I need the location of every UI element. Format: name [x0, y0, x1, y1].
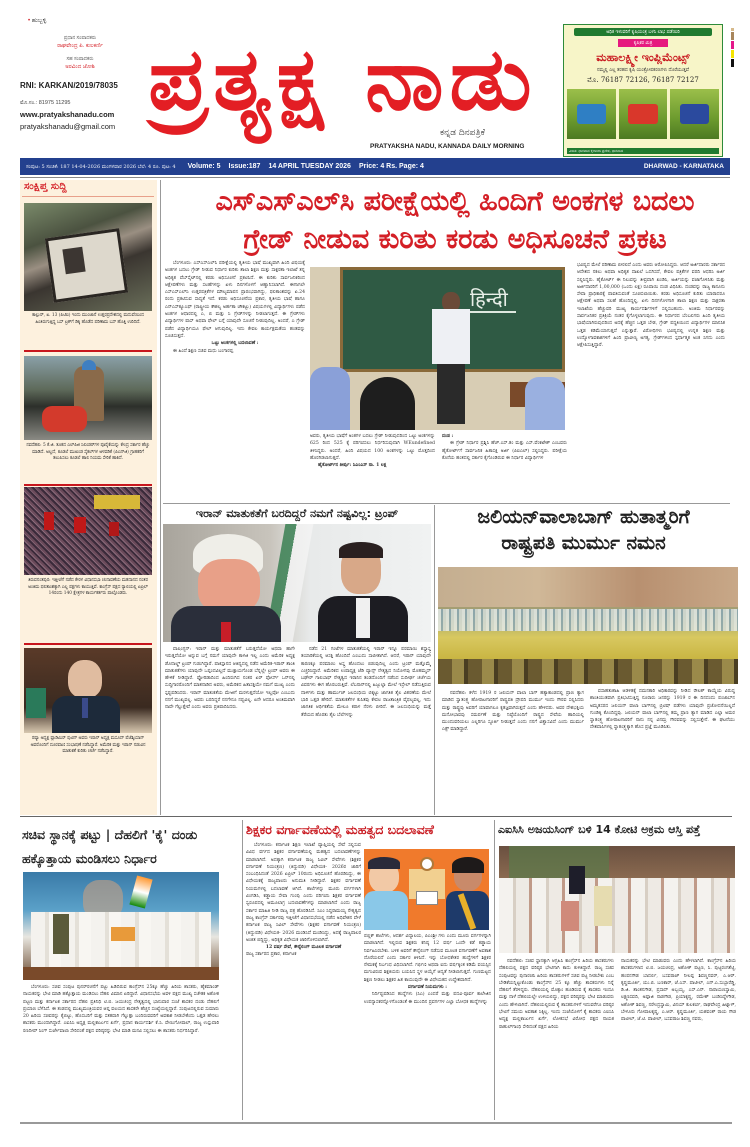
- jallianwala-headline[interactable]: [437, 504, 730, 556]
- lead-subhead: ಹೈಕೋರ್ಟ್‌ನ ತೀರ್ಪು: ಸಿಎಂಎಸ್ ನಾ. 1 ಲಕ್ಷ: [318, 463, 387, 469]
- ad-description: ನಮ್ಮಲ್ಲಿ ಎಲ್ಲ ತರಹದ ಕೃಷಿ ಯಂತ್ರೋಪಕರಣಗಳು ದೊರೆಯುತ್ತವೆ: [597, 68, 689, 73]
- iran-headline[interactable]: ಇರಾನ್ ಮಾತುಕತೆಗೆ ಬರದಿದ್ದರೆ ನಮಗೆ ನಷ್ಟವಿಲ್ಲ: ಟ್ರಂಪ್: [195, 507, 399, 520]
- date-label: 14 APRIL TUESDAY 2026: [268, 163, 351, 170]
- lead-column-4: [577, 262, 725, 500]
- column-divider: [494, 820, 495, 1120]
- divider: [22, 196, 154, 197]
- jallianwala-body: ನವದೆಹಲಿ: ಕಳೆದ 1919 ರ ಜಲಿಯನ್ ವಾಲಾ ಬಾಗ್ ಹತ್ಯಾಕಾಂಡದಲ್ಲಿ ಪ್ರಾಣ ತ್ಯಾಗ ಮಾಡಿದ ಸ್ವಾತಂತ್ರ್ಯ ಹೋರಾಟಗಾರರಿಗೆ ರಾಷ್ಟ್ರಪತಿ ದ್ರೌಪದಿ ಮುರ್ಮು ಇಂದು ಗೌರವ ಸಲ್ಲಿಸಿದರು ಮತ್ತು ರಾಷ್ಟ್ರವು ಅವರಿಗೆ ಯಾವಾಗಲೂ ಕೃತಜ್ಞವಾಗಿರುತ್ತದೆ ಎಂದು ಹೇಳಿದರು. ಅವರ ದೇಶಭಕ್ತಿಯ ಮನೋಭಾವವು ಸಮರ್ಪಣೆ ಮತ್ತು ನಿಷ್ಠೆಯೊಂದಿಗೆ ರಾಷ್ಟ್ರದ ಸೇವೆಯ ಹಾದಿಯಲ್ಲಿ ಮುಂದುವರಿಯಲು ಎಲ್ಲರಿಗೂ ಸ್ಫೂರ್ತಿ ನೀಡುತ್ತದೆ ಎಂದು ನನಗೆ ವಿಶ್ವಾಸವಿದೆ ಎಂದು ಮುರ್ಮು ಎಕ್ಸ್ ಮಾಡಿದ್ದಾರೆ.: [442, 691, 584, 733]
- cmyk-registration-marks: [731, 28, 734, 68]
- logo-subtitle: ಕನ್ನಡ ದಿನಪತ್ರಿಕೆ: [440, 128, 486, 138]
- chalkboard-text: हिन्दी: [470, 287, 508, 311]
- iran-column-2: [301, 646, 431, 814]
- phone-number: ಮೊ.ಸಂ.: 81975 11295: [20, 100, 71, 106]
- website-link[interactable]: www.pratyakshanadu.com: [20, 110, 115, 119]
- teacher-headline[interactable]: ಶಿಕ್ಷಕರ ವರ್ಗಾವಣೆಯಲ್ಲಿ ಮಹತ್ವದ ಬದಲಾವಣೆ: [246, 822, 434, 837]
- jallianwala-headline-line2: ರಾಷ್ಟ್ರಪತಿ ಮುರ್ಮು ನಮನ: [501, 532, 666, 554]
- lead-headline-line1: ಎಸ್‌ಎಸ್‌ಎಲ್‌ಸಿ ಪರೀಕ್ಷೆಯಲ್ಲಿ ಹಿಂದಿಗೆ ಅಂಕಗಳ ಬದಲು: [215, 186, 695, 217]
- lead-subhead: ಒಟ್ಟು ಅಂಕಗಳಲ್ಲಿ ಬದಲಾವಣೆ :: [211, 341, 259, 347]
- masthead-info: [20, 18, 140, 131]
- ad-phone: ಮೊ. 76187 72126, 76187 72127: [587, 76, 699, 84]
- teacher-body: ರಾಜ್ಯ ಸರ್ಕಾರದ ಪ್ರಕಾರ, ಕರ್ನಾಟಕ: [246, 952, 297, 958]
- coeditor-name: ಅರವಿಂದ ಜೋಶಿ: [65, 64, 95, 70]
- photo-congress-leaders[interactable]: [23, 872, 219, 980]
- teacher-subhead: ವರ್ಗಾವಣೆ ನಿಯಮಗಳು :: [408, 985, 447, 991]
- lead-column-3: [442, 433, 567, 503]
- masthead: [0, 0, 750, 155]
- ad-image-plough: [567, 89, 616, 139]
- ajay-column-2: [621, 958, 736, 1118]
- ad-product-images: [567, 89, 719, 139]
- location-label: DHARWAD - KARNATAKA: [643, 163, 724, 170]
- iran-body: ನಡೆದ 21 ಗಂಟೆಗಳ ಮಾತುಕತೆಯಲ್ಲಿ ಇರಾನ್ ಇನ್ನೂ ಪರಮಾಣು ಶಸ್ತ್ರಾಸ್ತ್ರ ತಯಾರಿಕೆಯಲ್ಲಿ ಆಸಕ್ತಿ ಹೊಂದಿದೆ ಎಂಬುದು ಸಾಬೀತಾಗಿದೆ. ಆದರೆ, ಇರಾನ್ ಯಾವುದೇ ಕಾರಣಕ್ಕೂ ಪರಮಾಣು ಅಸ್ತ್ರ ಹೊಂದಲು ಬಿಡುವುದಿಲ್ಲ ಎಂದು ಟ್ರಂಪ್ ಮತ್ತೊಮ್ಮೆ ಎಚ್ಚರಿಸಿದ್ದಾರೆ. ಅಮೆರಿಕದ ಉಪಾಧ್ಯಕ್ಷ ಜೆಡಿ ವ್ಯಾನ್ಸ್ ನೇತೃತ್ವದ ನಿಯೋಗವು ಮೊಹಮ್ಮದ್ ಬಘೇರ್ ಗಾಲಿಬಾಫ್ ನೇತೃತ್ವದ ಇರಾನಿನ ತಂಡದೊಂದಿಗೆ ನಡೆಸಿದ ಸುದೀರ್ಘ ಚರ್ಚೆಯ ವಿವರಗಳು ಈಗ ಹೊರಬರುತ್ತಿವೆ. ಲೆಬನಾನ್‌ನಲ್ಲಿ ಹಿಜ್ಬುಲ್ಲಾ ಮೇಲೆ ಇಸ್ರೇಲ್ ನಡೆಸುತ್ತಿರುವ ದಾಳಿಗಳು ಮತ್ತು ಹಾರ್ಮುಜ್ ಜಲಸಂಧಿಯ ಬಿಕ್ಕಟ್ಟು ಜಾಗತಿಕ ತೈಲ ವಿತರಣೆಯ ಮೇಲೆ ಭಾರಿ ಒತ್ತಡ ಹೇರಿದೆ. ಮಾತುಕತೆಗಳ ಕುಸಿತವು ಕೇವಲ ರಾಜತಾಂತ್ರಿಕ ವೈಫಲ್ಯವಲ್ಲ, ಇದು ಜಾಗತಿಕ ಆರ್ಥಿಕತೆಯ ಮೇಲೂ ಕರಾಳ ನೆರಳು ಬೀರಿದೆ. ಈ ಜಲಸಂಧಿಯನ್ನು ಮತ್ತೆ ತೆರೆಯದ ಹೊರತು ತೈಲ ಬೆಲೆಗಳನ್ನು: [301, 647, 431, 718]
- rni-number: RNI: KARKAN/2019/78035: [20, 81, 118, 90]
- column-divider: [434, 505, 435, 815]
- ad-business-name: ಮಹಾಲಕ್ಷ್ಮೀ ಇಂಪ್ಲಿಮೆಂಟ್ಸ್: [596, 51, 690, 64]
- brief-caption: ರಷ್ಯಾ ಅಧ್ಯಕ್ಷ ವ್ಲಾಡಿಮಿರ್ ಪುಟಿನ್ ಅವರು ಇರಾನ್ ಅಧ್ಯಕ್ಷ ಮಸೂದ್ ಪೆಜೆಶ್ಕಿಯಾನ್ ಅವರೊಂದಿಗೆ ದೂರವಾಣಿ ಸಂಭಾಷಣೆ ನಡೆಸಿದ್ದಾರೆ. ಅಮೆರಿಕ ಮತ್ತು ಇರಾನ್ ನಡುವಿನ ಮಾತುಕತೆ ಕುರಿತು ಚರ್ಚೆ ನಡೆಸಿದ್ದಾರೆ.: [30, 736, 146, 754]
- coeditor-role: ಸಹ ಸಂಪಾದಕರು: [66, 56, 94, 62]
- photo-trump-iran[interactable]: [163, 524, 431, 642]
- ad-footer: ವಿಳಾಸ: ಧಾರವಾಡ ಕೈಗಾರಿಕಾ ಪ್ರದೇಶ, ಧಾರವಾಡ: [567, 148, 719, 154]
- divider: [24, 643, 152, 645]
- lead-body: ಬೆಂಗಳೂರು: ಎಸ್‌ಎಸ್‌ಎಲ್‌ಸಿ ಪರೀಕ್ಷೆಯಲ್ಲಿ ತೃತೀಯ ಭಾಷೆ ಮುಖ್ಯವಾಗಿ ಹಿಂದಿ ವಿಷಯಕ್ಕೆ ಅಂಕಗಳ ಬದಲು ಗ್ರೇಡ್ ನೀಡುವ ನಿರ್ಧಾರ ಕುರಿತು ಶಾಲಾ ಶಿಕ್ಷಣ ಮತ್ತು ಸಾಕ್ಷರತಾ ಇಲಾಖೆ ತನ್ನ ಅಧಿಕೃತ ವೆಬ್‌ಸೈಟ್‌ನಲ್ಲಿ ಕರಡು ಅಧಿಸೂಚನೆ ಪ್ರಕಟಿಸಿದೆ. ಈ ಕುರಿತು ಸಾರ್ವಜನಿಕರಿಂದ ಆಕ್ಷೇಪಣೆಗಳು ಮತ್ತು ಸಲಹೆಗಳನ್ನು ಏಳು ದಿನಗಳೊಳಗೆ ಆಹ್ವಾನಿಸಲಾಗಿದೆ. ಈಗಾಗಲೇ ಎಸ್‌ಎಸ್‌ಎಲ್‌ಸಿ ಉತ್ತರಪತ್ರಿಕೆಗಳ ಮೌಲ್ಯಮಾಪನ ಪ್ರಾರಂಭವಾಗಿದ್ದು, ಫಲಿತಾಂಶವನ್ನು ಏ.24 ರಂದು ಪ್ರಕಟಿಸುವ ಸಾಧ್ಯತೆ ಇದೆ. ಕರಡು ಅಧಿಸೂಚನೆಯ ಪ್ರಕಾರ, ತೃತೀಯ ಭಾಷೆ ಹಾಗೂ ಎನ್‌ಎಸ್‌ಕ್ಯೂಎಫ್ (ರಾಷ್ಟ್ರೀಯ ಕೌಶಲ್ಯ ಅರ್ಹತಾ ಚೌಕಟ್ಟು) ವಿಷಯಗಳಲ್ಲಿ ವಿದ್ಯಾರ್ಥಿಗಳು ಪಡೆದ ಅಂಕಗಳ ಆಧಾರದಲ್ಲಿ ಎ, ಬಿ ಮತ್ತು ಸಿ ಗ್ರೇಡ್‌ಗಳನ್ನು ನೀಡಲಾಗುತ್ತದೆ. ಈ ಗ್ರೇಡ್‌ಗಳು ವಿದ್ಯಾರ್ಥಿಗಳ ಪಾಸ್ ಅಥವಾ ಫೇಲ್ ಬಗ್ಗೆ ಯಾವುದೇ ಸೂಚನೆ ನೀಡುವುದಿಲ್ಲ. ಅಂದರೆ, ಎ ಗ್ರೇಡ್ ಪಡೆದ ವಿದ್ಯಾರ್ಥಿಯೂ ಫೇಲ್ ಆಗುವುದಿಲ್ಲ. ಇದು ಕೇವಲ ಕಾರ್ಯಕ್ಷಮತೆಯ ಹಂತವನ್ನು ಸೂಚಿಸುತ್ತದೆ.: [165, 261, 305, 339]
- lead-headline-line2: ಗ್ರೇಡ್ ನೀಡುವ ಕುರಿತು ಕರಡು ಅಧಿಸೂಚನೆ ಪ್ರಕಟ: [243, 224, 667, 255]
- brief-caption: ಕಾಲ್ಪುರ್, ಏ. 13 (ಪಿಟಿಐ) ಇಂದು ಮುಂಜಾನೆ ಉತ್ತರಪ್ರದೇಶದಲ್ಲಿ ಮದುವೆಯಿಂದ ಹಿಂತಿರುಗುತ್ತಿದ್ದ ಬಸ್ ಟ್ರಕ್‌ಗೆ ಡಿಕ್ಕಿ ಹೊಡೆದ ಪರಿಣಾಮ ಬಸ್ ಹೊತ್ತಿ ಉರಿದಿದೆ.: [32, 313, 144, 325]
- ad-image-rotavator: [619, 89, 668, 139]
- issue-info-kannada: ಸಂಪುಟ: 5 ಸಂಚಿಕೆ: 187 14-04-2026 ಮಂಗಳವಾರ 2026 ಬೆಲೆ: 4 ರೂ. ಪುಟ: 4: [26, 163, 176, 170]
- teacher-column-1: [246, 842, 361, 1117]
- photo-mla-delegation[interactable]: [499, 846, 735, 953]
- photo-burnt-bus[interactable]: [24, 203, 152, 311]
- lead-column-2: [310, 433, 435, 503]
- divider: [24, 350, 152, 352]
- photo-lpg-cylinder[interactable]: [24, 356, 152, 440]
- ad-ribbon: ಕೃಷಿಕರ ಮಿತ್ರ: [618, 39, 668, 47]
- divider: [20, 816, 732, 817]
- photo-rally-crowd[interactable]: [24, 487, 152, 575]
- email-link[interactable]: pratyakshanadu@gmail.com: [20, 122, 116, 131]
- volume-label: Volume: 5: [187, 163, 221, 170]
- briefs-title: ಸಂಕ್ಷಿಪ್ತ ಸುದ್ದಿ: [24, 181, 67, 192]
- ajay-body: ನವದೆಹಲಿ: ಸಚಿವ ಸ್ಥಾನಕ್ಕಾಗಿ ಆಗ್ರಹಿಸಿ ಕಾಂಗ್ರೆಸ್‌ನ ಹಿರಿಯ ಶಾಸಕರುಗಳು ದೆಹಲಿಯಲ್ಲಿ ಪಕ್ಷದ ವರಿಷ್ಠರ ಭೇಟಿಗಾಗಿ ಕಾದು ಕುಳಿತಿದ್ದಾರೆ. ರಾಜ್ಯ ಸಚಿವ ಸಂಪುಟವನ್ನು ಪುನಾರಚಿಸಿ ಹಿರಿಯ ಶಾಸಕರುಗಳಿಗೆ ಸಚಿವ ಪಟ್ಟ ನೀಡಬೇಕು ಎಂಬ ಬೇಡಿಕೆಯನ್ನಿಟ್ಟುಕೊಂಡು ಕಾಂಗ್ರೆಸ್‌ನ 25 ಕ್ಕೂ ಹೆಚ್ಚು ಶಾಸಕರುಗಳು ನಿನ್ನೆ ದೆಹಲಿಗೆ ತೆರಳಿದ್ದರು. ದೆಹಲಿಯಲ್ಲಿ ಮೊಕ್ಕಾಂ ಹೂಡಿರುವ ಕೈ ಶಾಸಕರು ಇಂದೂ ಮತ್ತು ನಾಳೆ ದೆಹಲಿಯಲ್ಲೇ ಉಳಿಯಲಿದ್ದು, ಪಕ್ಷದ ವರಿಷ್ಠರನ್ನು ಭೇಟಿ ಮಾಡುವರು ಎಂದು ಹೇಳಲಾಗಿದೆ. ದೆಹಲಿಯಲ್ಲಿರುವ ಕೈ ಶಾಸಕರುಗಳಿಗೆ ಇದುವರೆಗೂ ವರಿಷ್ಠರ ಭೇಟಿಗೆ ಸಮಯ ಅವಕಾಶ ಸಿಕ್ಕಿಲ್ಲ. ಇಂದು ಸಂಜೆಯೊಳಗೆ ಕೈ ಶಾಸಕರು ಎಐಸಿಸಿ ಅಧ್ಯಕ್ಷ ಮಲ್ಲಿಕಾರ್ಜುನ ಖರ್ಗೆ, ಲೋಕಸಭೆ ವಿರೋಧ ಪಕ್ಷದ ನಾಯಕ ರಾಹುಲ್‌ಗಾಂಧಿ ಸೇರಿದಂತೆ ಪಕ್ಷದ ಹಿರಿಯ: [499, 959, 614, 1030]
- ajay-body: ನಾಯಕರನ್ನು ಭೇಟಿ ಮಾಡುವರು ಎಂದು ಹೇಳಲಾಗಿದೆ. ಕಾಂಗ್ರೆಸ್‌ನ ಹಿರಿಯ ಶಾಸಕರುಗಳಾದ ಟಿ.ಬಿ. ಜಯಚಂದ್ರ, ಅಶೋಕ್ ಪಟ್ಟಣ, ಸಿ. ಪುಟ್ಟರಂಗಶೆಟ್ಟಿ, ಹಂಪನಗೌಡ ಬಾದರ್ಲಿ, ಬಸವರಾಜ್ ನೀಲಪ್ಪ ಶಿವಣ್ಣನವರ್, ಎ.ಆರ್. ಕೃಷ್ಣಮೂರ್ತಿ, ಯು.ಬಿ. ಬಣಕಾರ್, ಜೆ.ಎಸ್. ಪಾಟೀಲ್, ಎನ್.ಎ.ಸುಬ್ಬಾರೆಡ್ಡಿ, ಡಿ.ಜಿ. ಶಾಂತನಗೌಡ, ಪ್ರಸಾದ್ ಅಬ್ಬಯ್ಯ, ಎಸ್.ಎನ್. ನಾರಾಯಣಸ್ವಾಮಿ, ಲಕ್ಷ್ಮಣಸವದಿ, ಅಪ್ಪಾಜಿ ನಾಡಗೌಡ, ಪ್ರಿಯಾಕೃಷ್ಣ, ರಮೇಶ್ ಬಂಡಿಸಿದ್ದೇಗೌಡ, ಅಶೋಕ್ ಶಿವಣ್ಣ, ನರೇಂದ್ರಸ್ವಾಮಿ, ವಿನಯ್ ಕುಲಕರ್ಣಿ, ರಾಘವೇಂದ್ರ ಹಿಟ್ನಾಳ್, ಬೇಳೂರು ಗೋಪಾಲಕೃಷ್ಣ, ಎ.ಆರ್. ಕೃಷ್ಣಮೂರ್ತಿ, ಯಶವಂತ್ ರಾಯ ಗೌಡ ಪಾಟೀಲ್, ಜೆ.ಟಿ. ಪಾಟೀಲ್, ಬಸವರಾಜ ಶಿವಣ್ಣ ನವರು,: [621, 959, 736, 1023]
- lead-body: ಅವರು, ತೃತೀಯ ಭಾಷೆಗೆ ಅಂಕಗಳ ಬದಲು ಗ್ರೇಡ್ ನೀಡುವುದರಿಂದ ಒಟ್ಟು ಅಂಕಗಳನ್ನು 625 ರಿಂದ 525 ಕ್ಕೆ ಪರಿಗಣಿಸಲು ನಿರ್ಧರಿಸುವುದಾಗಿ WEundefined ತಿಳಿಸಿದ್ದರು. ಅಂದರೆ, ಹಿಂದಿ ವಿಷಯದ 100 ಅಂಕಗಳನ್ನು ಒಟ್ಟು ಮೊತ್ತದಿಂದ ಹೊರಗಿಡಲಾಗುತ್ತದೆ.: [310, 434, 435, 461]
- column-divider: [242, 820, 243, 1120]
- iran-body: ವಾಷಿಂಗ್ಟನ್: ಇರಾನ್ ಮತ್ತು ಮಾತುಕತೆಗೆ ಬರುತ್ತದೆಯೋ ಅಥವಾ ಹಾಗೇ ಇರುತ್ತದೆಯೋ ಅನ್ನುವ ಬಗ್ಗೆ ನಮಗೆ ಯಾವುದೇ ಕಾಳಜಿ ಇಲ್ಲ ಎಂದು ಅಮೆರಿಕ ಅಧ್ಯಕ್ಷ ಡೊನಾಲ್ಡ್ ಟ್ರಂಪ್ ಗುಡುಗಿದ್ದಾರೆ. ಪಾಕಿಸ್ತಾನದ ಆತಿಥ್ಯದಲ್ಲಿ ನಡೆದ ಅಮೆರಿಕ-ಇರಾನ್ ಶಾಂತಿ ಮಾತುಕತೆಗಳು ಯಾವುದೇ ಒಪ್ಪಂದವಿಲ್ಲದೆ ಮುಕ್ತಾಯಗೊಂಡ ಬೆನ್ನಲ್ಲೇ ಟ್ರಂಪ್ ಅವರು ಈ ಹೇಳಿಕೆ ನೀಡಿದ್ದಾರೆ. ಫ್ಲೋರಿಡಾದಿಂದ ಹಿಂದಿರುಗಿದ ನಂತರ ಏರ್ ಫೋರ್ಸ್ ಒನ್‌ನಲ್ಲಿ ಸುದ್ದಿಗಾರರೊಂದಿಗೆ ಮಾತನಾಡಿದ ಅವರು, ಅಮೆರಿಕದ ಹಿತಾಸಕ್ತಿಯೇ ನಮಗೆ ಮುಖ್ಯ ಎಂದು ಸ್ಪಷ್ಟಪಡಿಸಿದರು. ಇರಾನ್ ಮಾತುಕತೆಯ ಮೇಜಿಗೆ ಮರಳುತ್ತದೆಯೋ ಇಲ್ಲವೋ ಎಂಬುದು ನನಗೆ ಮುಖ್ಯವಲ್ಲ. ಅವರು ಬರದಿದ್ದರೆ ನನಗೇನೂ ನಷ್ಟವಿಲ್ಲ. ಏನೇ ಆದರೂ ಅಂತಿಮವಾಗಿ ನಾವೇ ಗೆಲ್ಲುತ್ತೇವೆ ಎಂದು ಅವರು ಪ್ರತಿಪಾದಿಸಿದರು.: [165, 647, 295, 711]
- ajay-headline[interactable]: ಎಐಸಿಸಿ ಅಜಯಸಿಂಗ್ ಬಳಿ 14 ಕೋಟಿ ಅಕ್ರಮ ಆಸ್ತಿ ಪತ್ತೆ: [498, 823, 701, 836]
- teacher-body: ಪಬ್ಲಿಕ್ ಶಾಲೆಗಳು, ಆದರ್ಶ ವಿದ್ಯಾಲಯ, ಪಿಎಂಶ್ರೀ ಗಳು ಎಂದು ಮೂರು ವರ್ಗಗಳನ್ನಾಗಿ ಮಾಡಲಾಗಿದೆ. ಇಲ್ಲಿರುವ ಶಿಕ್ಷಕರು ಕನಿಷ್ಠ 12 ವರ್ಷ ಒಂದೇ ಕಡೆ ಕಡ್ಡಾಯ ನಿರ್ವಹಿಸಿರಬೇಕು. ಬಳಿಕ ಅವರಿಗೆ ಕೌನ್ಸೆಲಿಂಗ್ ನಡೆಸುವ ಮೂಲಕ ವರ್ಗಾವಣೆಗೆ ಅವಕಾಶ ದೊರೆಯಲಿದೆ ಎಂದು ಸರ್ಕಾರ ತಿಳಿಸಿದೆ. ಇನ್ನು ಬೋಧಕೇತರ ಹುದ್ದೆಗಳಿಗೆ ಶಿಕ್ಷಕರ ನೇಮಕಕ್ಕೆ ನಿರ್ಬಂಧ ವಿಧಿಸಲಾಗಿದೆ. ಗರ್ಭಿಣಿ ಅಥವಾ ಐದು ವರ್ಷಕ್ಕಿಂತ ಕಡಿಮೆ ವಯಸ್ಸಿನ ಮಗುವಿರುವ ಶಿಕ್ಷಕಿಯರು ಬಯಸಿದ ಸ್ಥಳ ಆಯ್ಕೆಗೆ ಆದ್ಯತೆ ನೀಡಲಾಗುತ್ತದೆ. ಗುಣಮಟ್ಟದ ಶಿಕ್ಷಣ ನೀಡಲು ಶಿಕ್ಷಕರ ಹಿತ ಕಾಯುವುದೇ ಈ ವಿಧೇಯಕದ ಉದ್ದೇಶವಾಗಿದೆ.: [364, 934, 491, 983]
- price-label: Price: 4 Rs. Page: 4: [358, 163, 424, 170]
- page-bottom-rule: [20, 1122, 732, 1124]
- column-divider: [160, 180, 161, 815]
- edition-tag: • ಹುಬ್ಬಳ್ಳಿ: [28, 18, 140, 25]
- lead-headline[interactable]: [165, 183, 745, 259]
- divider: [20, 177, 730, 178]
- lead-column-1: [165, 260, 305, 500]
- minister-headline[interactable]: [22, 823, 237, 871]
- lead-subhead: ದಂಡ :: [442, 434, 454, 439]
- ajay-column-1: [499, 958, 614, 1118]
- brief-caption: ತಿರುವನಂತಪುರ: ಇತ್ತೀಚೆಗೆ ನಡೆದ ಕೇರಳ ವಿಧಾನಸಭಾ ಚುನಾವಣೆಯ ಮತದಾನದ ನಂತರ ಅಂತಿಮ ಫಲಿತಾಂಶಕ್ಕಾಗಿ ಎಲ್ಲ ಪಕ್ಷಗಳು ಕಾಯುತ್ತಿವೆ. ಕಾಂಗ್ರೆಸ್ ಪಕ್ಷದ ರ‍್ಯಾಲಿಯಲ್ಲಿ ಏಪ್ರಿಲ್ 14ರಂದು 140 ಕ್ಷೇತ್ರಗಳ ಕಾರ್ಯಕರ್ತರು ಪಾಲ್ಗೊಂಡರು.: [28, 578, 148, 596]
- lead-body: ಭವಿಷ್ಯದ ಮೇಲೆ ಪರಿಣಾಮ ಬೀರಲಿದೆ ಎಂದು ಅವರು ಆರೋಪಿಸಿದ್ದರು. ಆದರೆ ಅರ್ಜಿದಾರರು ಸರ್ಕಾರದ ಆದೇಶದ ನಕಲು ಅಥವಾ ಅಧಿಕೃತ ದಾಖಲೆ ಒದಗಿಸದೆ, ಕೇವಲ ಪತ್ರಿಕೆಗಳ ವರದಿ ಆಧರಿಸಿ ಅರ್ಜಿ ಸಲ್ಲಿಸಿದ್ದರು. ಹೈಕೋರ್ಟ್ ಈ ನಿಲುವನ್ನು ತೀವ್ರವಾಗಿ ಖಂಡಿಸಿ, ಅರ್ಜಿಯನ್ನು ವಜಾಗೊಳಿಸಿತು ಮತ್ತು ಅರ್ಜಿದಾರರಿಗೆ 1,00,000 (ಒಂದು ಲಕ್ಷ) ರೂಪಾಯಿ ದಂಡ ವಿಧಿಸಿತು. ದಂಡವನ್ನು ರಾಜ್ಯ ಕಾನೂನು ಸೇವಾ ಪ್ರಾಧಿಕಾರಕ್ಕೆ ಪಾವತಿಸುವಂತೆ ಸೂಚಿಸಲಾಯಿತು. ಕರಡು ಅಧಿಸೂಚನೆ ಕುರಿತು ಯಾರಾದರೂ ಆಕ್ಷೇಪಣೆ ಅಥವಾ ಸಲಹೆ ಹೊಂದಿದ್ದಲ್ಲಿ, ಏಳು ದಿನಗಳೊಳಗಾಗಿ ಶಾಲಾ ಶಿಕ್ಷಣ ಮತ್ತು ಸಾಕ್ಷರತಾ ಇಲಾಖೆಯ ಹೆಚ್ಚುವರಿ ಮುಖ್ಯ ಕಾರ್ಯದರ್ಶಿಗಳಿಗೆ ಸಲ್ಲಿಸಬಹುದು. ಅಂತಿಮ ನಿರ್ಧಾರವನ್ನು ಸಾರ್ವಜನಿಕರ ಪ್ರತಿಕ್ರಿಯೆ ನಂತರ ಕೈಗೊಳ್ಳಲಾಗುವುದು. ಈ ನಿರ್ಧಾರದ ಬೆಂಬಲಿಗರು ಹಿಂದಿ ತೃತೀಯ ಭಾಷೆಯಾಗಿರುವುದರಿಂದ ಅದಕ್ಕೆ ಹೆಚ್ಚಿನ ಒತ್ತಡ ಬೇಡ, ಗ್ರೇಡ್ ಪದ್ಧತಿಯಿಂದ ವಿದ್ಯಾರ್ಥಿಗಳ ಮಾನಸಿಕ ಒತ್ತಡ ಕಡಿಮೆಯಾಗುತ್ತದೆ ಎನ್ನುತ್ತಾರೆ. ವಿರೋಧಿಗಳು ಭವಿಷ್ಯದಲ್ಲಿ ಉನ್ನತ ಶಿಕ್ಷಣ ಮತ್ತು ಉದ್ಯೋಗಾವಕಾಶಗಳಿಗೆ ಹಿಂದಿ ಪ್ರಾವೀಣ್ಯ ಅಗತ್ಯ, ಗ್ರೇಡ್‌ಗಳಿಂದ ಸ್ಪರ್ಧಾತ್ಮಕ ಅಂಕ ಸಿಗದು ಎಂದು ಆಕ್ಷೇಪಿಸುತ್ತಿದ್ದಾರೆ.: [577, 263, 725, 349]
- editor-role: ಪ್ರಧಾನ ಸಂಪಾದಕರು: [63, 35, 97, 41]
- photo-jallianwala-painting[interactable]: [438, 567, 738, 684]
- iran-column-1: [165, 646, 295, 814]
- teacher-subhead: 12 ವರ್ಷ ಸೇವೆ, ಕೌನ್ಸೆಲಿಂಗ್ ಮೂಲಕ ವರ್ಗಾವಣೆ: [265, 945, 342, 951]
- ad-image-trailer: [670, 89, 719, 139]
- jallianwala-headline-line1: ಜಲಿಯನ್‌ವಾಲಾಬಾಗ್ ಹುತಾತ್ಮರಿಗೆ: [477, 506, 690, 528]
- teacher-body: ನಿರ್ದಿಷ್ಟಪಡಿಸಿದ ಹುದ್ದೆಗಳು (ಸಿಎ) ಎಂದರೆ ಮತ್ತು ಪದವಿ-ಪೂರ್ವ ಕಾಲೇಜಿನ ಉಪನ್ಯಾಸಕರನ್ನೊಳಗೊಂಡಂತೆ ಈ ಮುಂದಿನ ಪ್ರವರ್ಗಗಳ ಎಲ್ಲಾ ಬೋಧಕ ಹುದ್ದೆಗಳನ್ನು: [364, 992, 491, 1005]
- jallianwala-column-2: [590, 688, 735, 814]
- jallianwala-column-1: [442, 690, 584, 814]
- teacher-body: ಬೆಂಗಳೂರು: ಕರ್ನಾಟಕ ಶಿಕ್ಷಣ ಇಲಾಖೆ ವ್ಯಾಪ್ತಿಯಲ್ಲಿ ಸೇವೆ ಸಲ್ಲಿಸುವ ವಿವಿಧ ವರ್ಗದ ಶಿಕ್ಷಕರ ವರ್ಗಾವಣೆಯಲ್ಲಿ ಮಹತ್ವದ ಬದಲಾವಣೆಗಳನ್ನು ಮಾಡಲಾಗಿದೆ. ಅದಕ್ಕಾಗಿ ಕರ್ನಾಟಕ ರಾಜ್ಯ ಸಿವಿಲ್ ಸೇವೆಗಳು (ಶಿಕ್ಷಕರ ವರ್ಗಾವಣೆ ನಿಯಂತ್ರಣ) (ತಿದ್ದುಪಡಿ) ವಿಧೇಯಕ- 2026ರ ಜಾರಿಗೆ ಸಂಬಂಧಿಸಿದಂತೆ 2026 ಏಪ್ರಿಲ್ 10ರಂದು ಅಧಿಸೂಚನೆ ಹೊರಡಿಸಿದ್ದು, ಈ ವಿಧೇಯಕಕ್ಕೆ ರಾಜ್ಯಪಾಲರು ಅನುಮತಿ ನೀಡಿದ್ದಾರೆ. ಶಿಕ್ಷಕರ ವರ್ಗಾವಣೆ ನಿಯಮಗಳಲ್ಲಿ ಬದಲಾವಣೆ ಆಗಿದೆ. ಶಾಲೆಗಳನ್ನು ಮೂರು ವರ್ಗಗಳಾಗಿ ವಿಂಗಡಿಸಿ, ಕಡ್ಡಾಯ ಸೇವಾ ಗುಂಪು ಎಂದು ಪರಿಗಣಿಸಿ ಶಿಕ್ಷಕರ ವರ್ಗಾವಣೆ ಸ್ವರೂಪದಲ್ಲಿ ಅಮೂಲಾಗ್ರ ಬದಲಾವಣೆಗಳನ್ನು ಮಾಡಲಾಗಿದೆ ಎಂದು ರಾಜ್ಯ ಸರ್ಕಾರ ಮಾಹಿತಿ ನೀಡಿ ರಾಜ್ಯ ಪತ್ರ ಹೊರಡಿಸಿದೆ. ಸಿಎಂ ಸಿದ್ದರಾಮಯ್ಯ ನೇತೃತ್ವದ ರಾಜ್ಯ ಕಾಂಗ್ರೆಸ್ ಸರ್ಕಾರವು ಇತ್ತೀಚೆಗೆ ವಿಧಾನಸಭೆಯಲ್ಲಿ ನಡೆದ ಅಧಿವೇಶನ ವೇಳೆ ಕರ್ನಾಟಕ ರಾಜ್ಯ ಸಿವಿಲ್ ಸೇವೆಗಳು (ಶಿಕ್ಷಕರ ವರ್ಗಾವಣೆ ನಿಯಂತ್ರಣ) (ತಿದ್ದುಪಡಿ) ವಿಧೇಯಕ- 2026 ಮಂಡಿಸಿದೆ ಮಂಡಿಸಿದ್ದು, ಅದಕ್ಕೆ ರಾಜ್ಯಪಾಲರ ಅಂಕಿತ ಬಿದ್ದಿದ್ದು, ಅಧಿಕೃತ ವಿಧೇಯಕ ಜಾರಿಗೊಳಿಸಲಾಗಿದೆ.: [246, 843, 361, 943]
- jallianwala-body: ವಸಾಹತುಶಾಹಿ ಆಡಳಿತಕ್ಕೆ ದಮನಕಾರಿ ಅಧಿಕಾರವನ್ನು ನೀಡಿದ ರೌಲತ್ ಕಾಯ್ದೆಯ ವಿರುದ್ಧ ಶಾಂತಿಯುತವಾಗಿ ಪ್ರತಿಭಟಿಸುತ್ತಿದ್ದ ನೂರಾರು ಜನರನ್ನು 1919 ರ ಈ ದಿನದಂದು ಪಂಜಾಬ್‌ನ ಅಮೃತಸರದ ಜಲಿಯನ್ ವಾಲಾ ಬಾಗ್‌ನಲ್ಲಿ ಬ್ರಿಟಿಷ್ ಪಡೆಗಳು ಯಾವುದೇ ಪ್ರಚೋದನೆಯಿಲ್ಲದೆ ಗುಂಡಿಕ್ಕಿ ಕೊಂದಿದ್ದವು. ಜಲಿಯನ್ ವಾಲಾ ಬಾಗ್‌ನಲ್ಲಿ ತಮ್ಮ ಪ್ರಾಣ ತ್ಯಾಗ ಮಾಡಿದ ಎಲ್ಲಾ ಅಮರ ಸ್ವಾತಂತ್ರ್ಯ ಹೋರಾಟಗಾರರಿಗೆ ನಾನು ನನ್ನ ವಿನಮ್ರ ಗೌರವವನ್ನು ಸಲ್ಲಿಸುತ್ತೇನೆ. ಈ ಘಟನೆಯು ದೇಶವಾಸಿಗಳಲ್ಲಿ ಸ್ವಾತಂತ್ರ್ಯಕ್ಕಾಗಿ ಹೊಸ ಪ್ರಜ್ಞೆ ಮೂಡಿಸಿತು.: [590, 689, 735, 731]
- newspaper-logo: ಪ್ರತ್ಯಕ್ಷ ನಾಡು: [148, 30, 538, 130]
- photo-hindi-classroom[interactable]: [310, 267, 565, 430]
- editor-name: ರಾಘವೇಂದ್ರ ಪಿ. ಕುಲಕರ್ಣಿ: [57, 43, 103, 49]
- lead-body: ಈ ಗ್ರೇಡ್ ನಿರ್ಧಾರ ಪ್ರಶ್ನಿಸಿ ಹೆಚ್.ಎಸ್.ತಂ ಮತ್ತು ಎಸ್.ವೆಂಕಟೇಶ್ ಎಂಬವರು ಹೈಕೋರ್ಟ್‌ಗೆ ಸಾರ್ವಜನಿಕ ಹಿತಾಸಕ್ತಿ ಅರ್ಜಿ (ಪಿಐಎಲ್) ಸಲ್ಲಿಸಿದ್ದರು. ಪರೀಕ್ಷೆಯ ಕೊನೆಯ ಹಂತದಲ್ಲಿ ಸರ್ಕಾರ ಕೈಗೊಂಡಿರುವ ಈ ನಿರ್ಧಾರ ವಿದ್ಯಾರ್ಥಿಗಳ: [442, 441, 567, 461]
- issue-info-bar: [20, 158, 730, 175]
- advertisement[interactable]: [563, 24, 723, 157]
- minister-headline-line1: ಸಚಿವ ಸ್ಥಾನಕ್ಕೆ ಪಟ್ಟು | ದೆಹಲಿಗೆ 'ಕೈ' ದಂಡು: [22, 827, 198, 842]
- minister-column: [23, 984, 219, 1094]
- logo-english: PRATYAKSHA NADU, KANNADA DAILY MORNING: [370, 143, 525, 150]
- minister-body: ಬೆಂಗಳೂರು: ಸಚಿವ ಸಂಪುಟ ಪುನರ್‌ರಚನೆಗೆ ಪಟ್ಟು ಹಿಡಿದಿರುವ ಕಾಂಗ್ರೆಸ್‌ನ 25ಕ್ಕೂ ಹೆಚ್ಚು ಹಿರಿಯ ಶಾಸಕರು, ಹೈಕಮಾಂಡ್ ನಾಯಕರನ್ನು ಭೇಟಿ ಮಾಡಿ ಹಕ್ಕೊತ್ತಾಯ ಮಂಡಿಸಲು ದೆಹಲಿ ವಿಮಾನ ಏರಿದ್ದಾರೆ. ವಿಧಾನಸಭೆಯ ಅವಳಿ ಪಕ್ಷದ ಮುಖ್ಯ ಸಚೇತಕ ಅಶೋಕ ಪಟ್ಟಣ ಮತ್ತು ಕರ್ನಾಟಕ ಸರ್ಕಾರದ ದೆಹಲಿ ಪ್ರತಿನಿಧಿ ಟಿ.ಬಿ. ಜಯಚಂದ್ರ ನೇತೃತ್ವದಲ್ಲಿ ಭಾನುವಾರ ಸಂಜೆ ಶಾಸಕರ ದಂಡು ದೆಹಲಿಗೆ ಪ್ರಯಾಣ ಬೆಳೆಸಿದೆ. ಈ ತಂಡದಲ್ಲಿ ಮುಖ್ಯಮಂತ್ರಿಯವರ ಆಪ್ತ ವಲಯದ ಶಾಸಕರೇ ಹೆಚ್ಚಿನ ಸಂಖ್ಯೆಯಲ್ಲಿದ್ದಾರೆ. ಸಂಪುಟದಲ್ಲಿರುವ ಸುಮಾರು 20 ಹಿರಿಯ ಸಚಿವರನ್ನು ಕೈಬಿಟ್ಟು, ಹೊಸಬರಿಗೆ ಮತ್ತು ಸತತವಾಗಿ ಗೆಲ್ಲುತ್ತಾ ಬಂದಿರುವವರಿಗೆ ಅವಕಾಶ ನೀಡಬೇಕೆಂದು ಒತ್ತಡ ಹೇರಲು ಶಾಸಕರು ಮುಂದಾಗಿದ್ದಾರೆ. ಎಐಸಿಸಿ ಅಧ್ಯಕ್ಷ ಮಲ್ಲಿಕಾರ್ಜುನ ಖರ್ಗೆ, ಪ್ರಧಾನ ಕಾರ್ಯದರ್ಶಿ ಕೆ.ಸಿ. ವೇಣುಗೋಪಾಲ್, ರಾಜ್ಯ ಉಸ್ತುವಾರಿ ರಣದೀಪ್ ಸಿಂಗ್ ಸುರ್ಜೇವಾಲಾ ಸೇರಿದಂತೆ ಪಕ್ಷದ ವರಿಷ್ಠರನ್ನು ಭೇಟಿ ಮಾಡಿ ಮನವಿ ಸಲ್ಲಿಸಲು ಈ ಶಾಸಕರು ನಿರ್ಧರಿಸಿದ್ದಾರೆ.: [23, 985, 219, 1034]
- lead-body: ಈ ಹಿಂದೆ ಶಿಕ್ಷಣ ಸಚಿವ ಮಧು ಬಂಗಾರಪ್ಪ: [173, 348, 234, 354]
- issue-label: Issue:187: [228, 163, 261, 170]
- teacher-column-2: [364, 933, 491, 1118]
- brief-caption: ನವದೆಹಲಿ: 5 ಕೆ.ಜಿ. ತೂಕದ ಎಲ್‌ಪಿಜಿ ಸಿಲಿಂಡರ್‌ಗಳ ಪೂರೈಕೆಯನ್ನು ಕೇಂದ್ರ ಸರ್ಕಾರ ಹೆಚ್ಚು ಮಾಡಿದೆ. ಅಲ್ಲದೆ, ಕೂಡಲೆ ಮುಖಂಡ ಸೈಕಲ್‌ಗಳ ಅಳವಡಿಕೆ (ಪಿಎನ್‌ಜಿ) ಗ್ರಾಹಕರಿಗೆ ತಲುಪಿಸಲು ಕೂಡಲೆ ಹಾಲಿ ನಿಯಮ ಸೇರಿಕೆ ಹಾಕಿದೆ.: [26, 443, 150, 461]
- photo-putin[interactable]: [24, 648, 152, 733]
- divider: [24, 484, 152, 486]
- ad-top-banner: ಅಧಿಕ ಇಳುವರಿಗೆ ಕೃಷಿಯಂತ್ರ ಬಳಸಿ ಲಾಭ ಪಡೆಯಿರಿ: [574, 28, 712, 36]
- minister-headline-line2: ಹಕ್ಕೊತ್ತಾಯ ಮಂಡಿಸಲು ನಿರ್ಧಾರ: [22, 851, 157, 866]
- illustration-teachers-school[interactable]: [364, 849, 489, 930]
